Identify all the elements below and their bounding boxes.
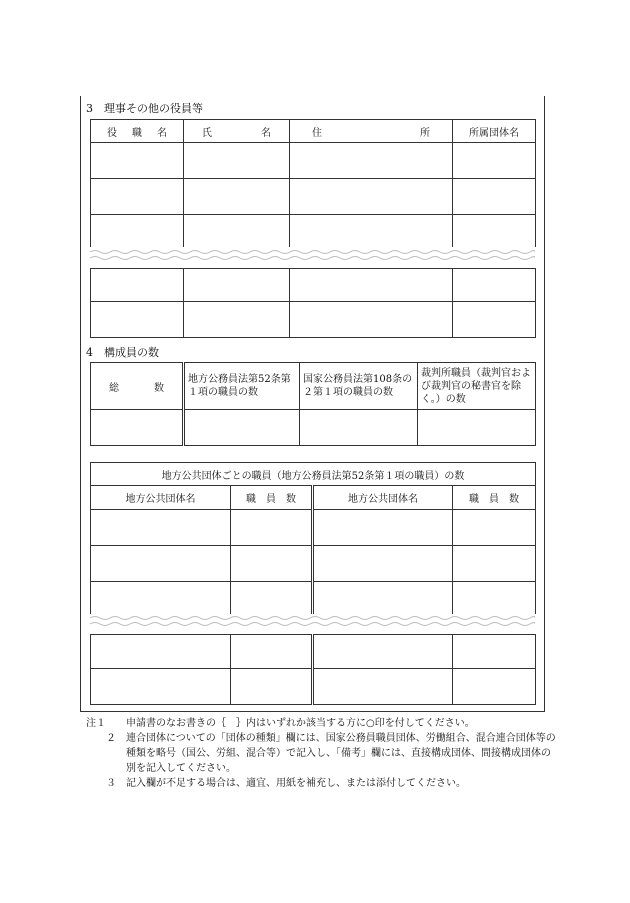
section4-heading: 4 構成員の数 [86, 346, 159, 359]
table-row [91, 179, 536, 215]
header-local-gov-name-1: 地方公共団体名 [91, 486, 231, 510]
officers-table-top [90, 119, 536, 247]
table-row [91, 582, 536, 614]
table-row [91, 669, 536, 705]
table-break-wave [90, 247, 535, 261]
section3-heading: 3 理事その他の役員等 [86, 102, 203, 115]
header-name: 氏 名 [184, 120, 290, 143]
header-affiliation: 所属団体名 [453, 120, 536, 143]
table-row [91, 215, 536, 247]
notes [86, 716, 556, 791]
table-row [91, 546, 536, 582]
header-court-employees: 裁判所職員（裁判官および裁判官の秘書官を除く。）の数 [418, 363, 536, 410]
table-row [91, 269, 536, 302]
local-government-table-bottom [90, 634, 536, 705]
local-table-title: 地方公共団体ごとの職員（地方公務員法第52条第１項の職員）の数 [91, 463, 536, 486]
header-national-employees: 国家公務員法第108条の２第１項の職員の数 [300, 363, 418, 410]
note-3: ３ 記入欄が不足する場合は、適宜、用紙を補充し、または添付してください。 [106, 778, 466, 789]
header-staff-count-1: 職 員 数 [231, 486, 313, 510]
header-local-gov-name-2: 地方公共団体名 [313, 486, 453, 510]
table-row [91, 510, 536, 546]
table-row [91, 302, 536, 338]
header-staff-count-2: 職 員 数 [453, 486, 536, 510]
local-government-table-top [90, 462, 536, 614]
note-1: 注１ 申請書のなお書きの｛ ｝内はいずれか該当する方に○印を付してください。 [86, 718, 475, 729]
header-position: 役 職 名 [91, 120, 184, 143]
header-address: 住 所 [290, 120, 453, 143]
table-row [91, 410, 536, 446]
header-local-employees: 地方公務員法第52条第１項の職員の数 [184, 363, 300, 410]
header-total: 総 数 [91, 363, 184, 410]
note-2: ２ 連合団体についての「団体の種類」欄には、国家公務員職員団体、労働組合、混合連合団体等の種類を略号（国公、労組、混合等）で記入し、「備考」欄には、直接構成団体、間接構成団体の別を記入してください。 [106, 733, 556, 774]
table-row [91, 635, 536, 669]
members-count-table [90, 362, 536, 446]
table-row [91, 143, 536, 179]
officers-table-bottom [90, 268, 536, 338]
table-break-wave [90, 613, 535, 627]
